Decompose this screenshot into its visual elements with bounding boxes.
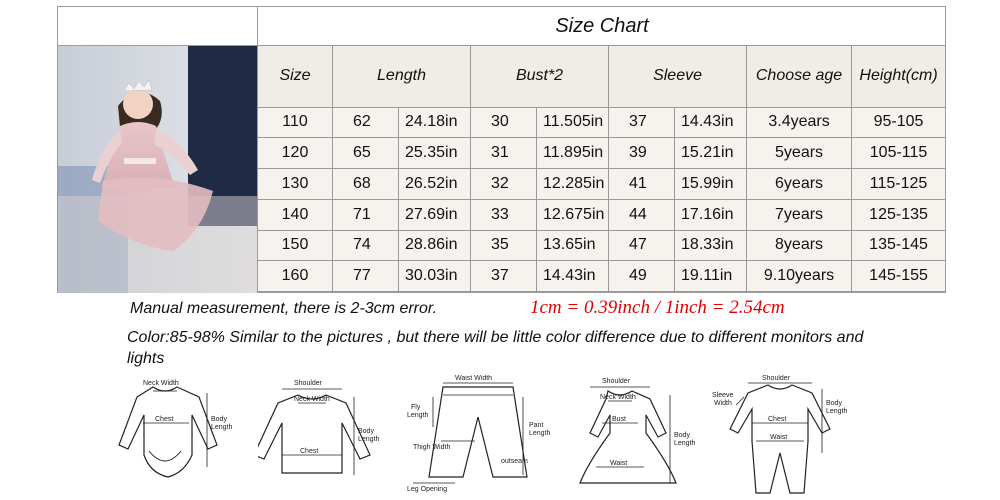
product-photo [58,45,257,293]
bust-cm-cell: 32 [471,169,537,200]
col-header-age: Choose age [747,46,852,108]
length-cm-cell: 65 [333,138,399,169]
length-cm-cell: 62 [333,107,399,138]
table-row [258,169,946,200]
pants-waist-label: Waist Width [455,375,493,382]
romper-waist-label: Waist [770,434,788,441]
top-body-label-2: Length [358,436,380,443]
length-cm-cell: 77 [333,261,399,292]
romper-chest-label: Chest [768,416,787,423]
bodysuit-neck-label: Neck Width [143,380,179,387]
length-cm-cell: 68 [333,169,399,200]
height-cell: 115-125 [852,169,946,200]
top-body-label-1: Body [358,428,374,435]
romper-body-label-2: Length [826,408,848,415]
color-note: Color:85-98% Similar to the pictures , but there will be little color difference due to different monitors and lights [127,329,864,367]
size-chart-frame [57,6,946,293]
pants-thigh-label: Thigh Width [413,444,451,451]
pants-measurement-diagram [403,375,553,495]
length-in-cell: 30.03in [399,261,471,292]
bodysuit-measurement-diagram [105,375,240,495]
col-header-height: Height(cm) [852,46,946,108]
size-cell: 140 [258,199,333,230]
pants-fly-label-1: Fly [411,404,421,411]
height-cell: 145-155 [852,261,946,292]
romper-sleeve-label-2: Width [714,400,732,407]
pants-pant-label-1: Pant [529,422,544,429]
size-cell: 120 [258,138,333,169]
size-table [257,45,946,292]
table-row [258,138,946,169]
romper-measurement-diagram [710,375,860,495]
bust-cm-cell: 30 [471,107,537,138]
top-shoulder-label: Shoulder [294,380,323,387]
sleeve-in-cell: 19.11in [675,261,747,292]
length-in-cell: 26.52in [399,169,471,200]
bust-cm-cell: 31 [471,138,537,169]
sleeve-cm-cell: 39 [609,138,675,169]
table-row [258,261,946,292]
bust-cm-cell: 33 [471,199,537,230]
bust-in-cell: 13.65in [537,230,609,261]
length-in-cell: 25.35in [399,138,471,169]
sleeve-cm-cell: 49 [609,261,675,292]
top-chest-label: Chest [300,448,319,455]
col-header-sleeve: Sleeve [609,46,747,108]
pants-leg-label: Leg Opening [407,486,448,493]
length-cm-cell: 71 [333,199,399,230]
age-cell: 7years [747,199,852,230]
height-cell: 135-145 [852,230,946,261]
bodysuit-body-label-2: Length [211,424,233,431]
romper-sleeve-label-1: Sleeve [712,392,734,399]
length-in-cell: 24.18in [399,107,471,138]
bust-cm-cell: 35 [471,230,537,261]
col-header-length: Length [333,46,471,108]
dress-body-label-2: Length [674,440,696,447]
sleeve-in-cell: 17.16in [675,199,747,230]
age-cell: 9.10years [747,261,852,292]
top-neck-label: Neck Width [294,396,330,403]
dress-measurement-diagram [560,375,700,495]
romper-shoulder-label: Shoulder [762,375,791,382]
height-cell: 125-135 [852,199,946,230]
bodysuit-chest-label: Chest [155,416,174,423]
height-cell: 105-115 [852,138,946,169]
height-cell: 95-105 [852,107,946,138]
size-cell: 160 [258,261,333,292]
bust-in-cell: 12.675in [537,199,609,230]
dress-body-label-1: Body [674,432,690,439]
top-measurement-diagram [258,375,393,495]
measurement-error-note: Manual measurement, there is 2-3cm error. [130,300,438,317]
sleeve-cm-cell: 37 [609,107,675,138]
unit-conversion-note: 1cm = 0.39inch / 1inch = 2.54cm [530,297,785,318]
sleeve-in-cell: 15.99in [675,169,747,200]
dress-waist-label: Waist [610,460,628,467]
col-header-bust: Bust*2 [471,46,609,108]
bust-cm-cell: 37 [471,261,537,292]
table-header-row [258,46,946,108]
length-in-cell: 28.86in [399,230,471,261]
pants-outseam-label: outseam [501,458,528,465]
dress-bust-label: Bust [612,416,627,423]
sleeve-in-cell: 14.43in [675,107,747,138]
age-cell: 8years [747,230,852,261]
sleeve-cm-cell: 41 [609,169,675,200]
length-in-cell: 27.69in [399,199,471,230]
size-cell: 110 [258,107,333,138]
table-row [258,199,946,230]
dress-neck-label: Neck Width [600,394,636,401]
table-row [258,107,946,138]
bust-in-cell: 11.505in [537,107,609,138]
age-cell: 5years [747,138,852,169]
age-cell: 6years [747,169,852,200]
romper-body-label-1: Body [826,400,842,407]
length-cm-cell: 74 [333,230,399,261]
bust-in-cell: 11.895in [537,138,609,169]
col-header-size: Size [258,46,333,108]
bust-in-cell: 12.285in [537,169,609,200]
bust-in-cell: 14.43in [537,261,609,292]
bodysuit-body-label-1: Body [211,416,227,423]
sleeve-in-cell: 15.21in [675,138,747,169]
dress-shoulder-label: Shoulder [602,378,631,385]
sleeve-cm-cell: 47 [609,230,675,261]
sleeve-cm-cell: 44 [609,199,675,230]
table-row [258,230,946,261]
pants-pant-label-2: Length [529,430,551,437]
sleeve-in-cell: 18.33in [675,230,747,261]
size-cell: 130 [258,169,333,200]
size-cell: 150 [258,230,333,261]
pants-fly-label-2: Length [407,412,429,419]
chart-title: Size Chart [257,7,946,45]
age-cell: 3.4years [747,107,852,138]
